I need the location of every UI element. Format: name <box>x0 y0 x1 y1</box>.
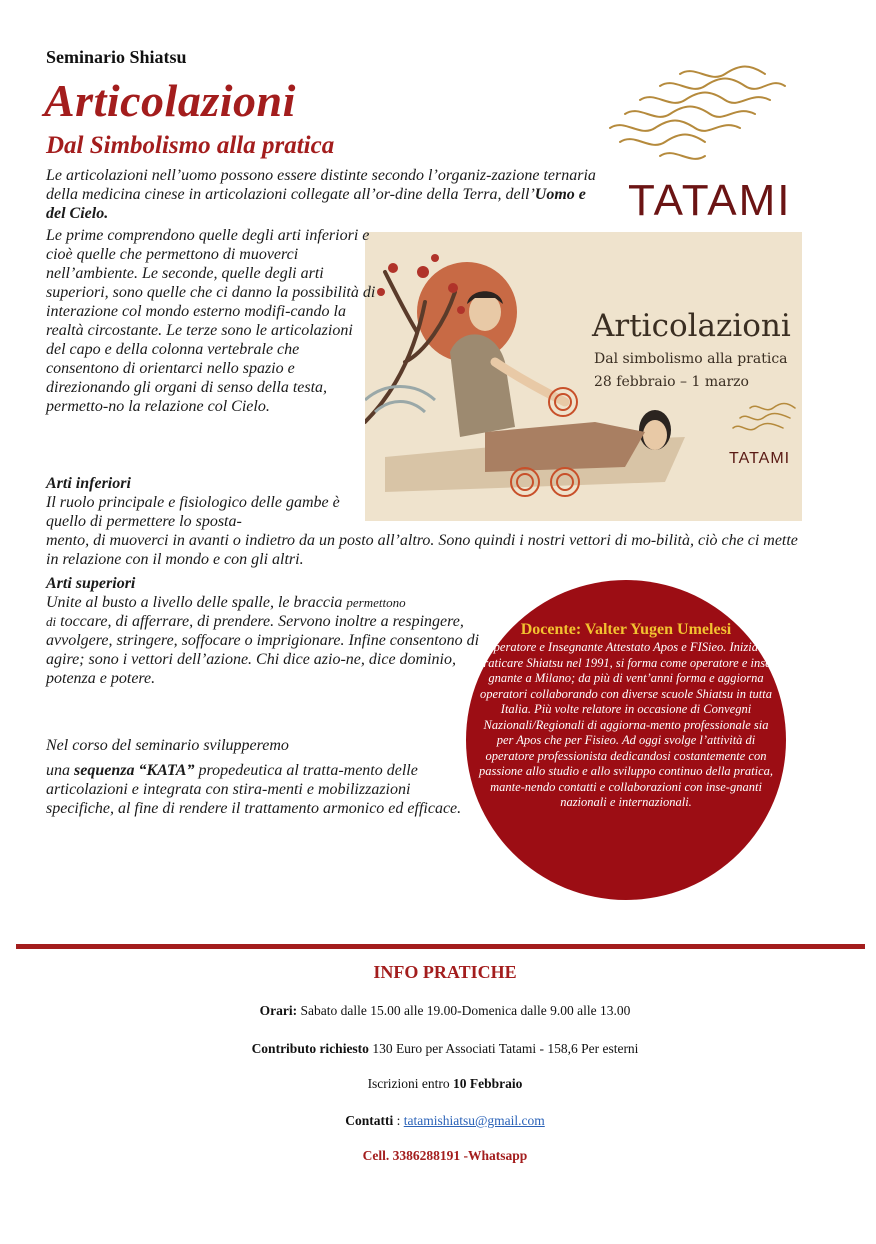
kata-text <box>46 761 466 818</box>
upper-limbs-text-b: toccare, di afferrare, di prendere. Servono inoltre a respingere, avvolgere, stringere, soffocare o imprigionare. Infine consentono di agire; sono i vettori dell’azione. Chi dice azio-ne, dice dominio, potenza e potere. <box>46 613 480 687</box>
registration-label: Iscrizioni entro <box>367 1076 450 1091</box>
upper-limbs-text-a: Unite al busto a livello delle spalle, le braccia <box>46 594 343 611</box>
seminar-kicker: Seminario Shiatsu <box>46 47 187 67</box>
lower-limbs-text-a: Il ruolo principale e fisiologico delle gambe è quello di permettere lo sposta- <box>46 494 340 530</box>
info-hours <box>0 1003 876 1019</box>
lower-limbs-heading <box>46 474 366 493</box>
info-contacts: Contatti : tatamishiatsu@gmail.com <box>345 1113 545 1128</box>
kata-emphasis: sequenza “KATA” <box>74 762 195 779</box>
kata-pre: una <box>46 762 70 779</box>
fee-value: 130 Euro per Associati Tatami - 158,6 Per esterni <box>372 1041 639 1056</box>
teacher-bio: Operatore e Insegnante Attestato Apos e FISieo. Inizia a praticare Shiatsu nel 1991, si forma come operatore e inse-gnante a Milano; da più di vent’anni forma e aggiorna operatori collaborando con diverse scuole Shiatsu in tutta Italia. Più volte relatore in occasione di Convegni Nazionali/Regionali di aggiorna-mento professionale sia per Apos che per Fisieo. Ad oggi svolge l’attività di operatore professionista dedicandosi costantemente con passione allo studio e allo sviluppo continuo della pratica, mante-nendo contatti e collaborazioni con inse-gnanti nazionali e internazionali. <box>477 640 775 809</box>
hours-label: Orari: <box>259 1003 298 1018</box>
page-title: Articolazioni <box>44 75 296 126</box>
joints-paragraph: Le prime comprendono quelle degli arti inferiori e cioè quelle che permettono di muoverci nell’ambiente. Le seconde, quelle degli arti superiori, sono quelle che ci danno la possibilità di interazione col mondo esterno modifi-cando la realtà circostante. Le terze sono le articolazioni del capo e della colonna vertebrale che consentono di orientarci nello spazio e direzionando gli organi di senso della testa, permetto-no la relazione col Cielo. <box>46 227 376 415</box>
intro-paragraph <box>46 166 606 223</box>
poster-dates: 28 febbraio – 1 marzo <box>594 374 749 390</box>
contacts-label: Contatti <box>345 1113 394 1128</box>
upper-limbs-text <box>46 593 486 688</box>
page-subtitle: Dal Simbolismo alla pratica <box>46 132 335 159</box>
intro-emphasis: Uomo e del Cielo. <box>46 186 586 222</box>
poster-brand: TATAMI <box>729 450 791 467</box>
registration-date: 10 Febbraio <box>453 1076 523 1091</box>
info-phone: Cell. 3386288191 -Whatsapp <box>362 1148 528 1163</box>
poster-title: Articolazioni <box>592 308 791 344</box>
info-fee <box>0 1041 876 1057</box>
upper-limbs-small-a: permettono <box>346 595 406 610</box>
kata-intro: Nel corso del seminario svilupperemo <box>46 737 289 754</box>
upper-limbs-small-b: di <box>46 614 57 629</box>
hours-value: Sabato dalle 15.00 alle 19.00-Domenica dalle 9.00 alle 13.00 <box>300 1003 631 1018</box>
intro-text: Le articolazioni nell’uomo possono essere distinte secondo l’organiz-zazione ternaria della medicina cinese in articolazioni collegate all’or-dine della Terra, dell’ <box>46 167 596 203</box>
lower-limbs-title: Arti inferiori <box>46 475 131 492</box>
kata-post: propedeutica al tratta-mento delle articolazioni e integrata con stira-menti e mobilizzazioni specifiche, al fine di rendere il trattamento armonico ed efficace. <box>46 762 462 817</box>
seminar-poster-image <box>365 232 802 521</box>
fee-label: Contributo richiesto <box>251 1041 369 1056</box>
email-link[interactable]: tatamishiatsu@gmail.com <box>403 1113 545 1128</box>
section-divider <box>16 944 865 949</box>
info-title: INFO PRATICHE <box>373 962 517 982</box>
lower-limbs-text-b: mento, di muoverci in avanti o indietro da un posto all’altro. Sono quindi i nostri vettori di mo-bilità, ciò che ci mette in relazione con il mondo e con gli altri. <box>46 532 798 568</box>
poster-subtitle: Dal simbolismo alla pratica <box>594 351 788 367</box>
upper-limbs-title: Arti superiori <box>46 575 136 592</box>
kata-paragraph <box>46 736 466 818</box>
tatami-logo-text: TATAMI <box>628 176 792 225</box>
info-registration <box>0 1076 876 1092</box>
teacher-title: Docente: Valter Yugen Umelesi <box>520 621 732 638</box>
upper-limbs-section <box>46 574 486 688</box>
